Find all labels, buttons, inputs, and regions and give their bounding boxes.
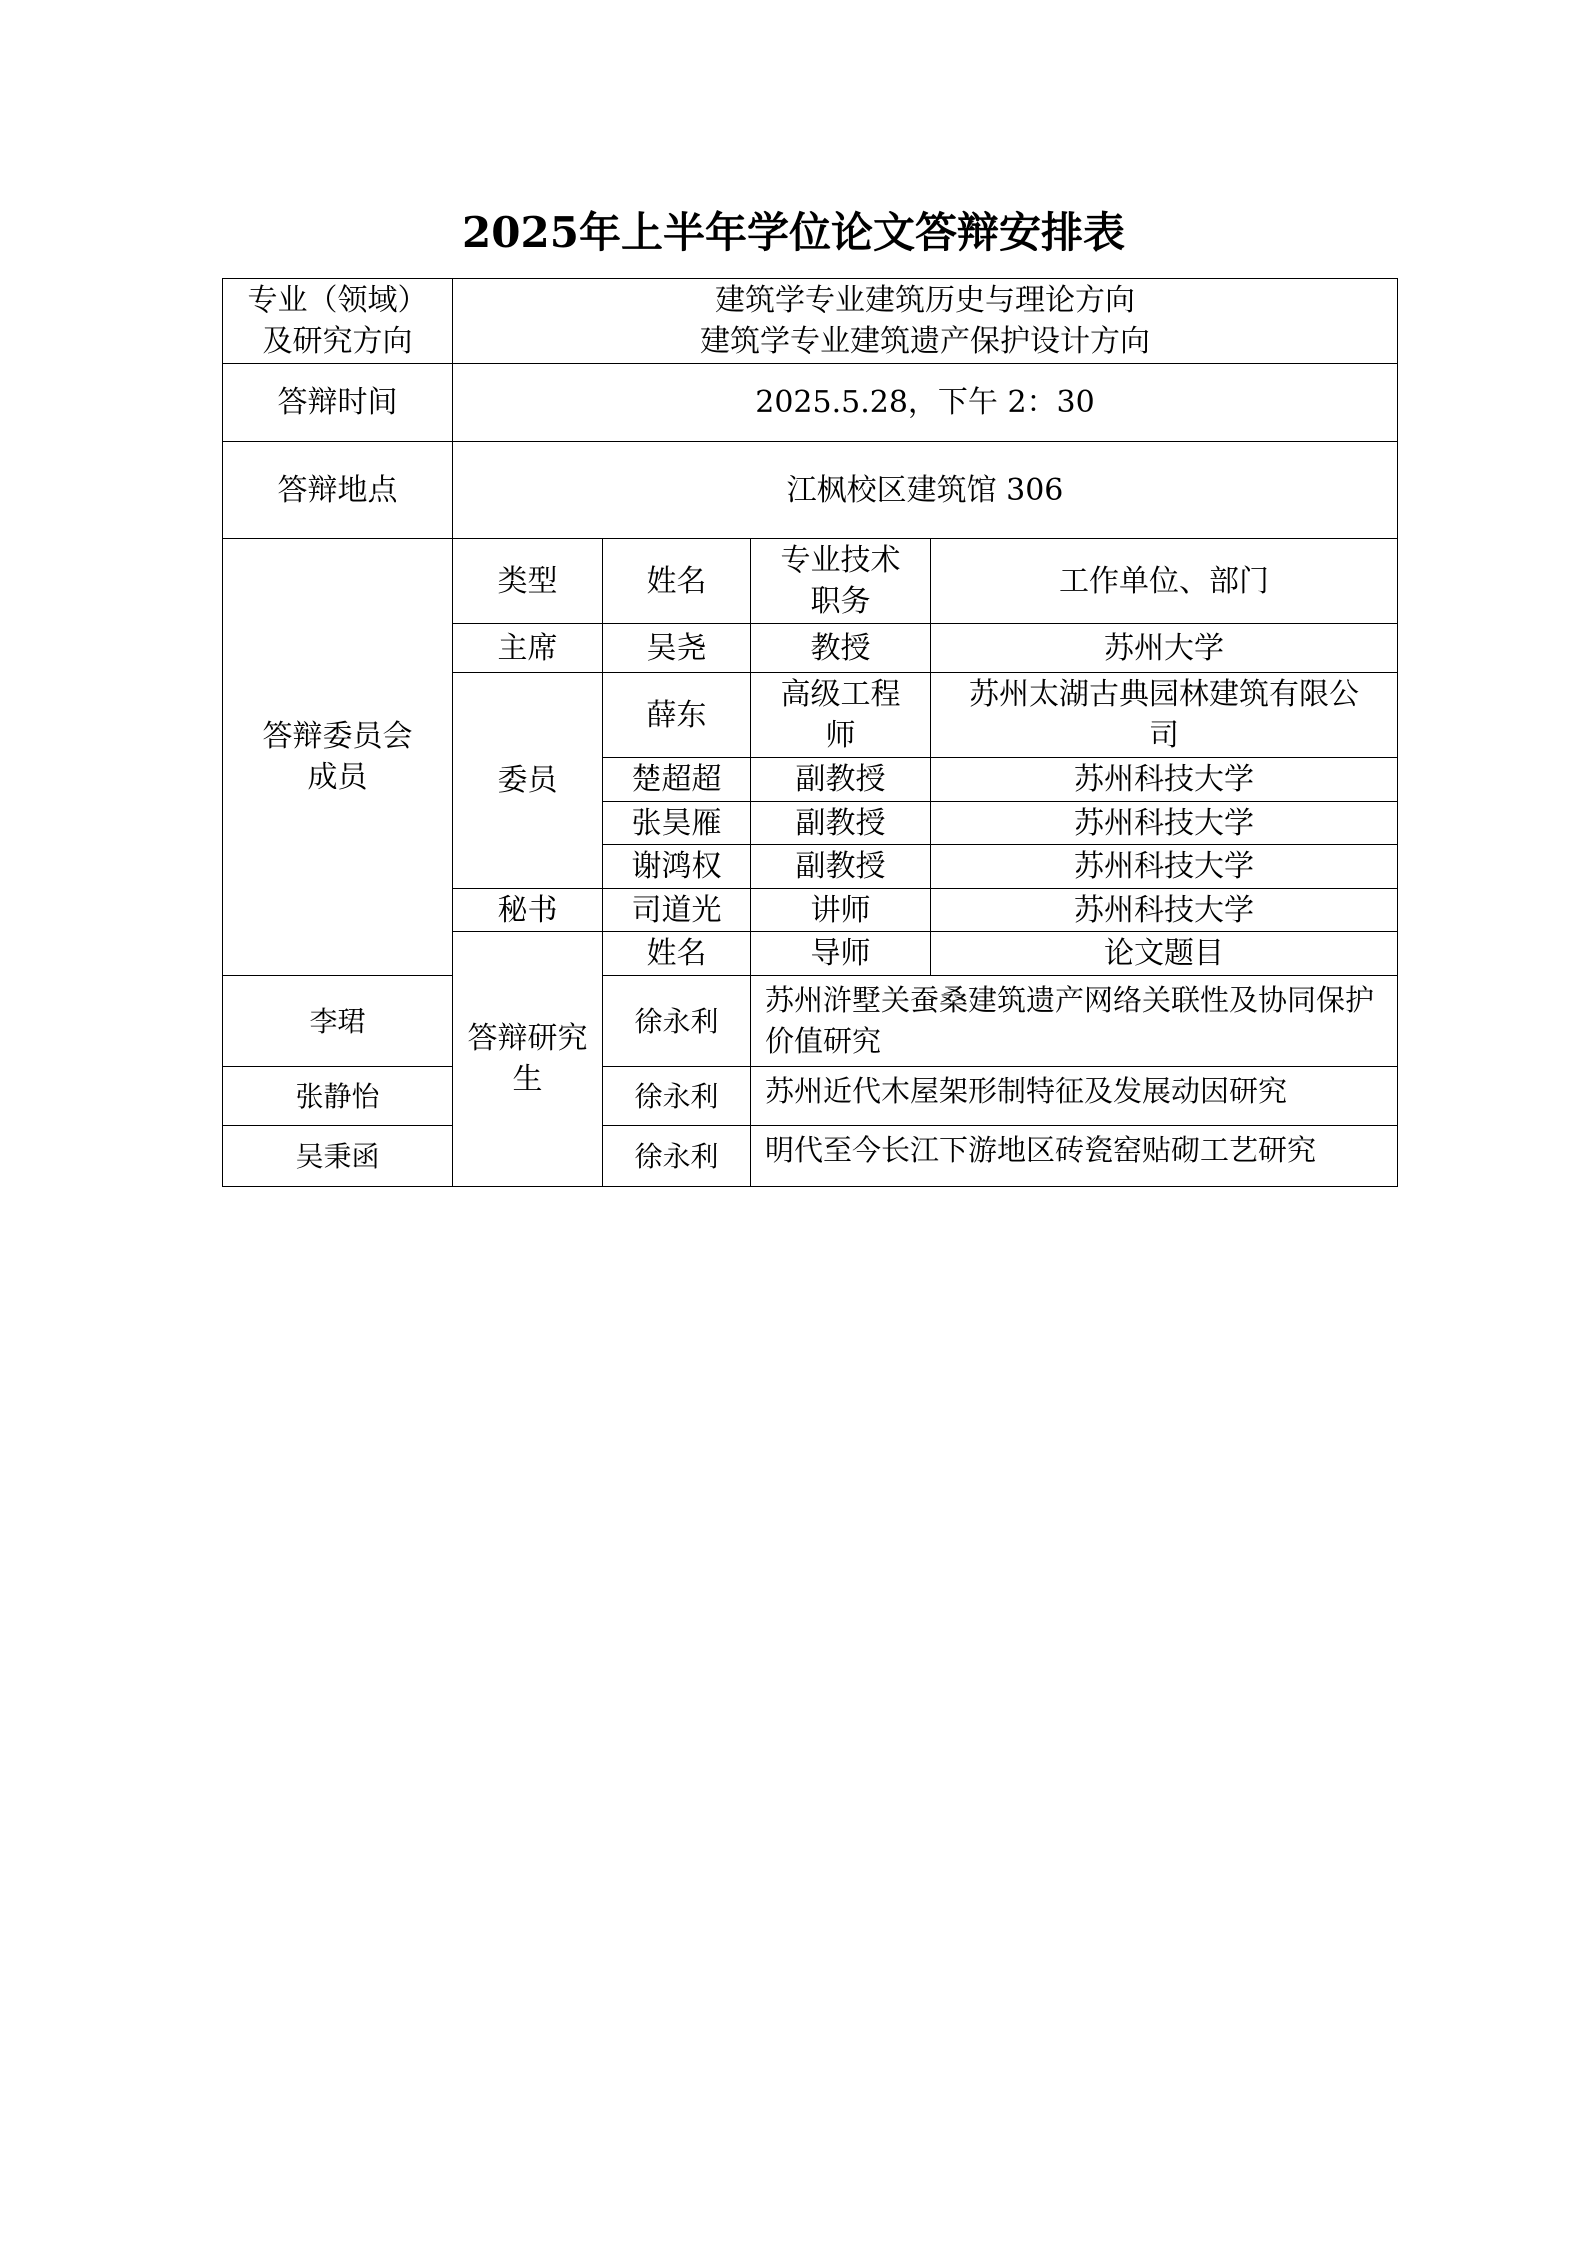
student-advisor: 徐永利 (603, 1067, 751, 1126)
major-label (223, 279, 453, 364)
defense-schedule-table (222, 278, 1398, 1187)
member-name: 楚超超 (603, 758, 751, 802)
place-value: 江枫校区建筑馆 306 (453, 442, 1398, 539)
member-title: 副教授 (751, 802, 931, 845)
student-thesis (751, 1126, 1398, 1187)
students-label: 答辩研究生 (453, 932, 603, 1187)
secretary-unit: 苏州科技大学 (931, 889, 1398, 932)
student-row (223, 1067, 1398, 1126)
student-advisor: 徐永利 (603, 1126, 751, 1187)
student-advisor: 徐永利 (603, 976, 751, 1067)
member-unit-line2: 司 (1149, 718, 1179, 753)
place-label: 答辩地点 (223, 442, 453, 539)
major-label-line2: 及研究方向 (262, 324, 413, 359)
student-row (223, 1126, 1398, 1187)
student-thesis (751, 1067, 1398, 1126)
chair-name: 吴尧 (603, 624, 751, 673)
major-value-line2: 建筑学专业建筑遗产保护设计方向 (700, 324, 1150, 359)
student-row (223, 976, 1398, 1067)
time-label: 答辩时间 (223, 364, 453, 442)
committee-header-type: 类型 (453, 539, 603, 624)
student-name: 张静怡 (223, 1067, 453, 1126)
member-name: 张昊雁 (603, 802, 751, 845)
committee-header-name: 姓名 (603, 539, 751, 624)
member-title-line2: 师 (825, 718, 856, 753)
member-type: 委员 (453, 673, 603, 889)
time-row (223, 364, 1398, 442)
student-thesis-line1: 苏州浒墅关蚕桑建筑遗产网络关联性及协同保护 (765, 983, 1375, 1017)
student-thesis-line1: 明代至今长江下游地区砖瓷窑贴砌工艺研究 (765, 1133, 1317, 1167)
member-name: 薛东 (603, 673, 751, 758)
students-header-name: 姓名 (603, 932, 751, 976)
committee-header-title-line2: 职务 (810, 584, 871, 619)
member-unit: 苏州科技大学 (931, 758, 1398, 802)
place-row (223, 442, 1398, 539)
committee-header-row (223, 539, 1398, 624)
document-title: 2025年上半年学位论文答辩安排表 (462, 208, 1125, 257)
committee-header-title (751, 539, 931, 624)
member-unit-line1: 苏州太湖古典园林建筑有限公 (969, 677, 1359, 712)
committee-label-line2: 成员 (307, 760, 368, 795)
chair-title: 教授 (751, 624, 931, 673)
chair-unit: 苏州大学 (931, 624, 1398, 673)
student-thesis (751, 976, 1398, 1067)
member-title: 副教授 (751, 758, 931, 802)
student-thesis-line1: 苏州近代木屋架形制特征及发展动因研究 (765, 1074, 1288, 1108)
student-name: 李珺 (223, 976, 453, 1067)
chair-type: 主席 (453, 624, 603, 673)
member-title (751, 673, 931, 758)
time-value: 2025.5.28，下午 2：30 (453, 364, 1398, 442)
committee-header-title-line1: 专业技术 (780, 543, 901, 578)
member-unit: 苏州科技大学 (931, 802, 1398, 845)
committee-label-line1: 答辩委员会 (262, 719, 413, 754)
committee-label (223, 539, 453, 976)
member-name: 谢鸿权 (603, 845, 751, 889)
student-thesis-line2: 价值研究 (765, 1024, 882, 1058)
students-header-thesis: 论文题目 (931, 932, 1398, 976)
student-name: 吴秉函 (223, 1126, 453, 1187)
major-row (223, 279, 1398, 364)
secretary-type: 秘书 (453, 889, 603, 932)
member-unit: 苏州科技大学 (931, 845, 1398, 889)
secretary-name: 司道光 (603, 889, 751, 932)
students-header-advisor: 导师 (751, 932, 931, 976)
member-title: 副教授 (751, 845, 931, 889)
secretary-title: 讲师 (751, 889, 931, 932)
member-unit (931, 673, 1398, 758)
committee-header-unit: 工作单位、部门 (931, 539, 1398, 624)
major-value-line1: 建筑学专业建筑历史与理论方向 (715, 283, 1135, 318)
major-label-line1: 专业（领域） (247, 283, 428, 318)
member-title-line1: 高级工程 (780, 677, 901, 712)
major-value (453, 279, 1398, 364)
